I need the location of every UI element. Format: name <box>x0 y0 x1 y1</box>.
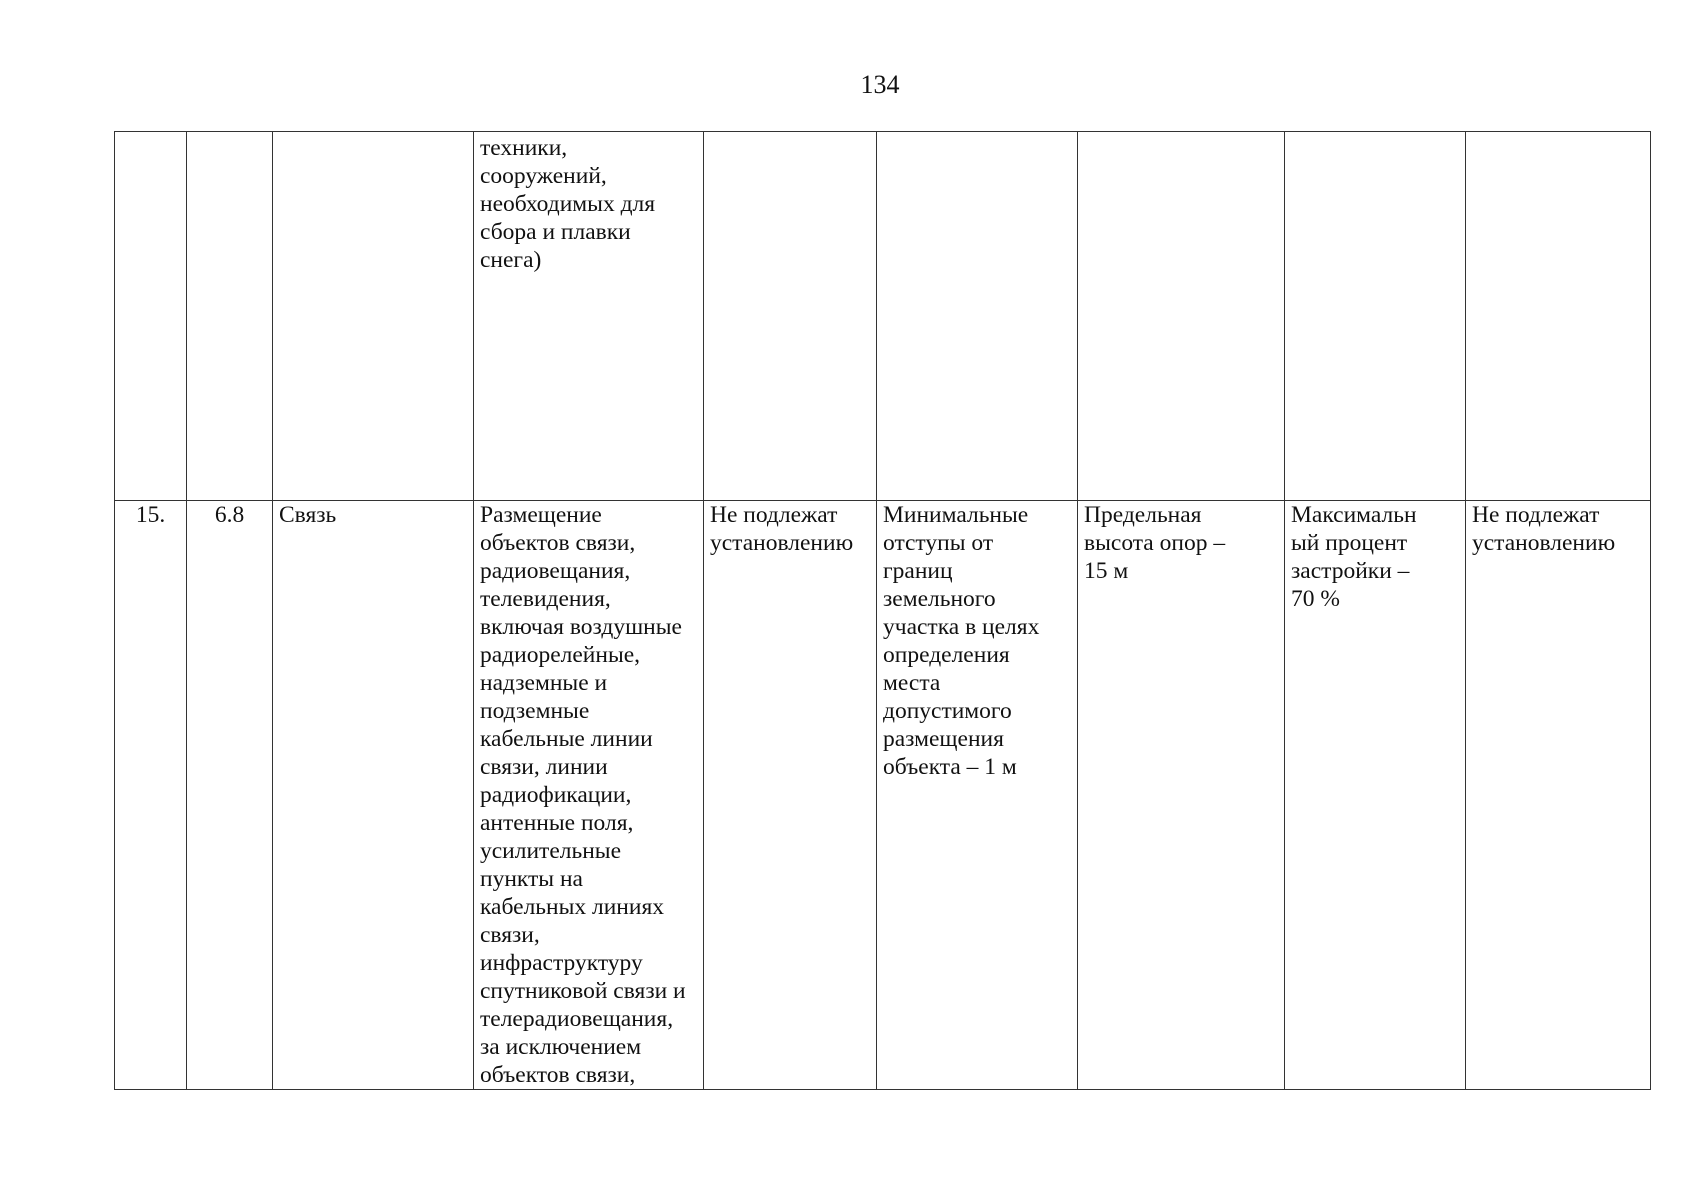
cell-col7 <box>1078 132 1285 501</box>
cell-number <box>115 132 187 501</box>
cell-description: Размещение объектов связи, радиовещания, телевидения, включая воздушные радиорелейные, надземные и подземные кабельные линии связи, линии радиофикации, антенные поля, усилительные пункты на кабельных линиях связи, инфраструктуру спутниковой связи и телерадиовещания, за исключением объектов связи, <box>474 501 704 1090</box>
cell-code <box>187 132 273 501</box>
cell-col6: Минимальные отступы от границ земельного участка в целях определения места допустимого размещения объекта – 1 м <box>877 501 1078 1090</box>
cell-col9: Не подлежат установлению <box>1466 501 1651 1090</box>
cell-col8 <box>1285 132 1466 501</box>
cell-col6 <box>877 132 1078 501</box>
cell-col7: Предельная высота опор – 15 м <box>1078 501 1285 1090</box>
cell-number: 15. <box>115 501 187 1090</box>
cell-description: техники, сооружений, необходимых для сбора и плавки снега) <box>474 132 704 501</box>
table-row <box>115 501 1651 1090</box>
page-number: 134 <box>860 70 900 99</box>
cell-code: 6.8 <box>187 501 273 1090</box>
cell-col8: Максимальн ый процент застройки – 70 % <box>1285 501 1466 1090</box>
cell-name: Связь <box>273 501 474 1090</box>
cell-col5 <box>704 132 877 501</box>
cell-col9 <box>1466 132 1651 501</box>
regulations-table <box>114 131 1651 1090</box>
cell-name <box>273 132 474 501</box>
table-row <box>115 132 1651 501</box>
cell-col5: Не подлежат установлению <box>704 501 877 1090</box>
